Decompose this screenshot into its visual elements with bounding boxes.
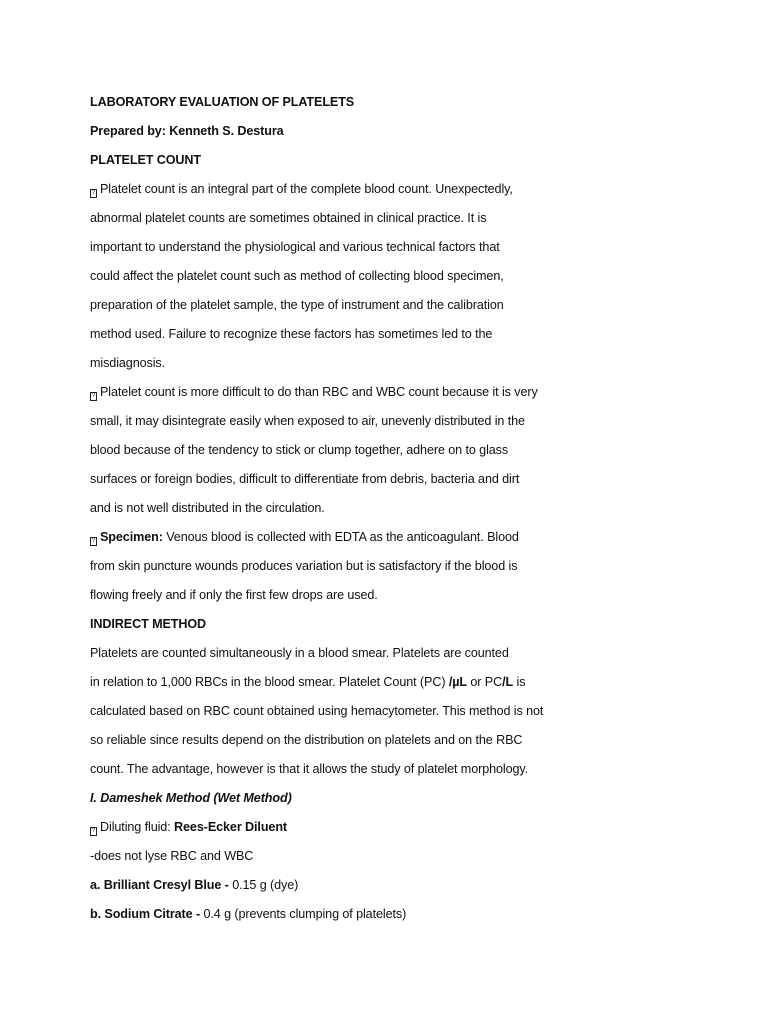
document-title: LABORATORY EVALUATION OF PLATELETS [90, 95, 355, 109]
paragraph-line [90, 674, 525, 690]
paragraph-line: small, it may disintegrate easily when exposed to air, unevenly distributed in the [90, 414, 525, 428]
paragraph-line [90, 529, 519, 546]
paragraph-line: calculated based on RBC count obtained using hemacytometer. This method is not [90, 704, 544, 718]
paragraph-line: count. The advantage, however is that it allows the study of platelet morphology. [90, 762, 529, 776]
paragraph-line [90, 181, 513, 198]
paragraph-line: preparation of the platelet sample, the type of instrument and the calibration [90, 298, 504, 312]
text-run: is [516, 675, 526, 689]
paragraph-line: Platelets are counted simultaneously in a blood smear. Platelets are counted [90, 646, 509, 660]
paragraph-line: so reliable since results depend on the distribution on platelets and on the RBC [90, 733, 523, 747]
unit-per-microliter: /µL [448, 675, 467, 689]
text-run: Platelet count is an integral part of the complete blood count. Unexpectedly, [100, 182, 513, 196]
text-run: Platelet count is more difficult to do than RBC and WBC count because it is very [100, 385, 538, 399]
paragraph-line: surfaces or foreign bodies, difficult to differentiate from debris, bacteria and dirt [90, 472, 520, 486]
paragraph-line [90, 384, 538, 401]
paragraph-line: abnormal platelet counts are sometimes obtained in clinical practice. It is [90, 211, 487, 225]
paragraph-line: flowing freely and if only the first few drops are used. [90, 588, 378, 602]
diluting-fluid-line [90, 819, 287, 836]
text-run: Venous blood is collected with EDTA as the anticoagulant. Blood [166, 530, 519, 544]
prepared-by [90, 123, 284, 139]
paragraph-line: from skin puncture wounds produces variation but is satisfactory if the blood is [90, 559, 518, 573]
missing-glyph-bullet-icon: ? [91, 828, 96, 834]
author-name: Kenneth S. Destura [169, 124, 284, 138]
lyse-note: -does not lyse RBC and WBC [90, 849, 254, 863]
unit-per-liter: /L [502, 675, 514, 689]
reagent-b-label: b. Sodium Citrate - [90, 907, 201, 921]
text-run: or PC [470, 675, 503, 689]
paragraph-line: could affect the platelet count such as method of collecting blood specimen, [90, 269, 504, 283]
heading-indirect-method: INDIRECT METHOD [90, 617, 207, 631]
specimen-label: Specimen: [100, 530, 163, 544]
missing-glyph-bullet-icon: ? [91, 190, 96, 196]
diluting-fluid-label: Diluting fluid: [100, 820, 171, 834]
paragraph-line: and is not well distributed in the circulation. [90, 501, 325, 515]
paragraph-line: method used. Failure to recognize these factors has sometimes led to the [90, 327, 493, 341]
heading-platelet-count: PLATELET COUNT [90, 153, 202, 167]
reagent-a-value: 0.15 g (dye) [232, 878, 299, 892]
reagent-item-b [90, 906, 406, 922]
paragraph-line: misdiagnosis. [90, 356, 165, 370]
paragraph-line: blood because of the tendency to stick or clump together, adhere on to glass [90, 443, 509, 457]
missing-glyph-bullet-icon: ? [91, 393, 96, 399]
heading-dameshek-method: I. Dameshek Method (Wet Method) [90, 791, 292, 805]
missing-glyph-bullet-icon: ? [91, 538, 96, 544]
reagent-item-a [90, 877, 298, 893]
diluting-fluid-value: Rees-Ecker Diluent [174, 820, 288, 834]
reagent-b-value: 0.4 g (prevents clumping of platelets) [203, 907, 407, 921]
reagent-a-label: a. Brilliant Cresyl Blue - [90, 878, 229, 892]
prepared-by-label: Prepared by: [90, 124, 166, 138]
paragraph-line: important to understand the physiological and various technical factors that [90, 240, 500, 254]
text-run: in relation to 1,000 RBCs in the blood smear. Platelet Count (PC) [90, 675, 446, 689]
